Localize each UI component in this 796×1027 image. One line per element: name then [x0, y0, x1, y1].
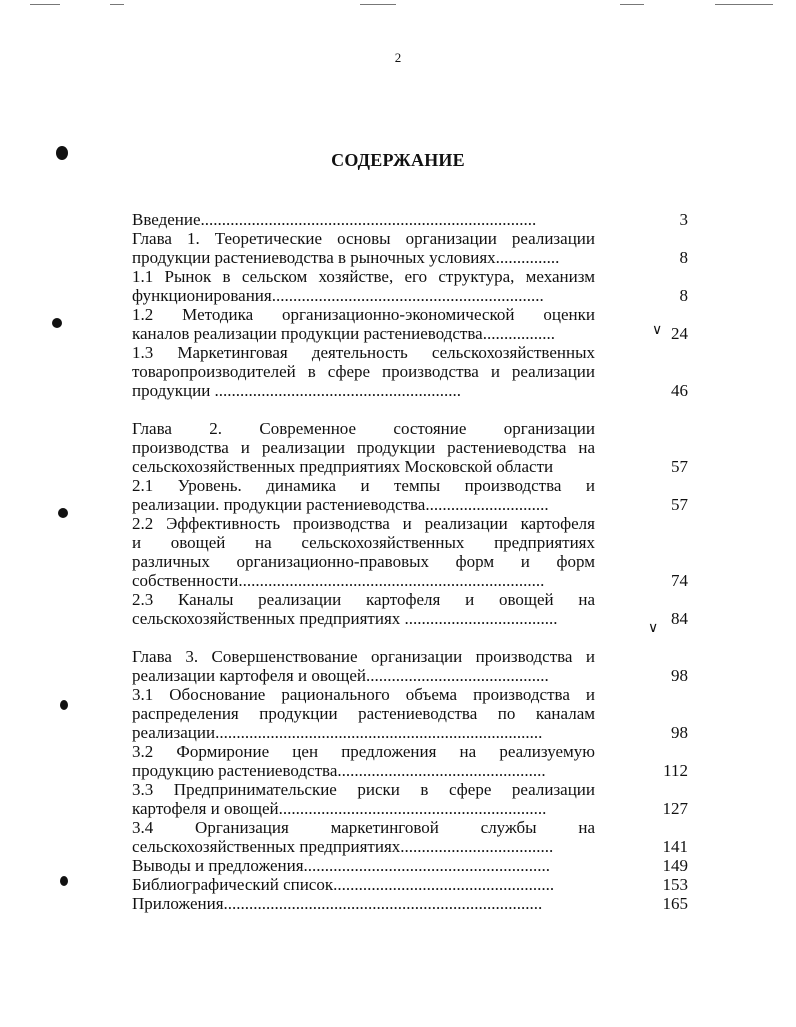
toc-entry	[132, 780, 688, 818]
toc-entry-page: 141	[662, 837, 688, 856]
check-mark-icon: ∨	[648, 621, 659, 636]
binder-hole-mark	[58, 508, 68, 518]
toc-entry-page: 3	[679, 210, 688, 229]
toc-entry-title	[132, 476, 595, 514]
toc-entry-page: 24	[671, 324, 688, 343]
toc-entry	[132, 267, 688, 305]
toc-entry-page: 57	[671, 457, 688, 476]
toc-entry-title	[132, 514, 595, 590]
toc-entry	[132, 875, 688, 894]
toc-entry-line: 2.3 Каналы реализации картофеля и овощей на	[132, 590, 595, 609]
toc-entry-page: 57	[671, 495, 688, 514]
toc-entry	[132, 305, 688, 343]
toc-entry	[132, 210, 688, 229]
toc-entry-line: Приложения...........................................................................	[132, 894, 543, 913]
page-number: 2	[394, 50, 402, 65]
toc-entry	[132, 856, 688, 875]
toc-entry-title	[132, 875, 595, 894]
toc-entry-line: реализации картофеля и овощей...........................................	[132, 666, 549, 685]
toc-entry-line: продукции ..........................................................	[132, 381, 462, 400]
check-mark-icon: ∨	[652, 323, 663, 338]
toc-entry-line: собственности........................................................................	[132, 571, 545, 590]
toc-entry-line: сельскохозяйственных предприятиях Московской области	[132, 457, 554, 476]
scan-artifact-line	[620, 4, 644, 5]
toc-entry-line: 1.3 Маркетинговая деятельность сельскохозяйственных	[132, 343, 595, 362]
toc-entry-line: Глава 3. Совершенствование организации производства и	[132, 647, 595, 666]
toc-entry-line: каналов реализации продукции растениеводства.................	[132, 324, 555, 343]
toc-entry	[132, 647, 688, 685]
toc-entry-line: Выводы и предложения..........................................................	[132, 856, 551, 875]
toc-entry-page: 8	[679, 248, 688, 267]
toc-entry-line: Введение...............................................................................	[132, 210, 537, 229]
toc-entry-line: продукции растениеводства в рыночных условиях...............	[132, 248, 560, 267]
toc-entry-title	[132, 343, 595, 400]
toc-spacer	[132, 628, 688, 647]
toc-entry-title	[132, 305, 595, 343]
binder-hole-mark	[60, 700, 68, 710]
toc-entry-line: различных организационно-правовых форм и форм	[132, 552, 595, 571]
toc-entry	[132, 894, 688, 913]
toc-entry	[132, 419, 688, 476]
toc-entry	[132, 229, 688, 267]
toc-entry-line: распределения продукции растениеводства по каналам	[132, 704, 595, 723]
toc-entry-line: функционирования................................................................	[132, 286, 544, 305]
toc-entry-title	[132, 267, 595, 305]
toc-entry-title	[132, 780, 595, 818]
binder-hole-mark	[52, 318, 62, 328]
toc-entry	[132, 343, 688, 400]
scan-artifact-line	[715, 4, 773, 5]
toc-entry-line: сельскохозяйственных предприятиях....................................	[132, 837, 554, 856]
toc-entry-line: реализации.............................................................................	[132, 723, 543, 742]
toc-entry-line: 3.3 Предпринимательские риски в сфере реализации	[132, 780, 595, 799]
toc-entry	[132, 590, 688, 628]
toc-entry-title	[132, 419, 595, 476]
toc-entry-title	[132, 590, 595, 628]
toc-entry-line: 1.1 Рынок в сельском хозяйстве, его структура, механизм	[132, 267, 595, 286]
toc-entry-line: 2.1 Уровень. динамика и темпы производства и	[132, 476, 595, 495]
toc-entry-line: и овощей на сельскохозяйственных предприятиях	[132, 533, 595, 552]
toc-entry-title	[132, 210, 595, 229]
toc-entry-page: 153	[662, 875, 688, 894]
toc-entry-page: 98	[671, 666, 688, 685]
toc-entry-line: Глава 1. Теоретические основы организации реализации	[132, 229, 595, 248]
toc-entry-line: товаропроизводителей в сфере производства и реализации	[132, 362, 595, 381]
toc-entry-page: 165	[662, 894, 688, 913]
toc-entry-page: 74	[671, 571, 688, 590]
toc-entry-line: производства и реализации продукции растениеводства на	[132, 438, 595, 457]
toc-entry-title	[132, 742, 595, 780]
toc-entry-title	[132, 229, 595, 267]
scan-artifact-line	[360, 4, 396, 5]
table-of-contents	[132, 210, 688, 913]
toc-entry-line: Глава 2. Современное состояние организации	[132, 419, 595, 438]
toc-entry-page: 46	[671, 381, 688, 400]
toc-entry-page: 98	[671, 723, 688, 742]
toc-entry-line: 3.2 Формироние цен предложения на реализуемую	[132, 742, 595, 761]
toc-entry	[132, 476, 688, 514]
toc-entry-page: 8	[679, 286, 688, 305]
toc-entry-line: 3.1 Обоснование рационального объема производства и	[132, 685, 595, 704]
toc-entry	[132, 514, 688, 590]
toc-entry-page: 112	[663, 761, 688, 780]
toc-entry-title	[132, 894, 595, 913]
toc-entry-title	[132, 856, 595, 875]
toc-entry	[132, 685, 688, 742]
toc-entry-title	[132, 818, 595, 856]
toc-entry-line: картофеля и овощей...............................................................	[132, 799, 547, 818]
toc-entry-line: реализации. продукции растениеводства.............................	[132, 495, 549, 514]
toc-entry	[132, 818, 688, 856]
toc-entry-title	[132, 685, 595, 742]
toc-entry-line: 1.2 Методика организационно-экономической оценки	[132, 305, 595, 324]
toc-entry-title	[132, 647, 595, 685]
toc-entry-line: 2.2 Эффективность производства и реализации картофеля	[132, 514, 595, 533]
toc-entry-line: 3.4 Организация маркетинговой службы на	[132, 818, 595, 837]
toc-entry-page: 149	[662, 856, 688, 875]
scan-artifact-line	[110, 4, 124, 5]
toc-spacer	[132, 400, 688, 419]
toc-entry-page: 84	[671, 609, 688, 628]
toc-entry-line: Библиографический список....................................................	[132, 875, 555, 894]
binder-hole-mark	[60, 876, 68, 886]
toc-entry-page: 127	[662, 799, 688, 818]
toc-entry-line: сельскохозяйственных предприятиях ....................................	[132, 609, 558, 628]
toc-entry-line: продукцию растениеводства.................................................	[132, 761, 546, 780]
toc-entry	[132, 742, 688, 780]
scan-artifact-line	[30, 4, 60, 5]
page-title: СОДЕРЖАНИЕ	[331, 150, 465, 170]
